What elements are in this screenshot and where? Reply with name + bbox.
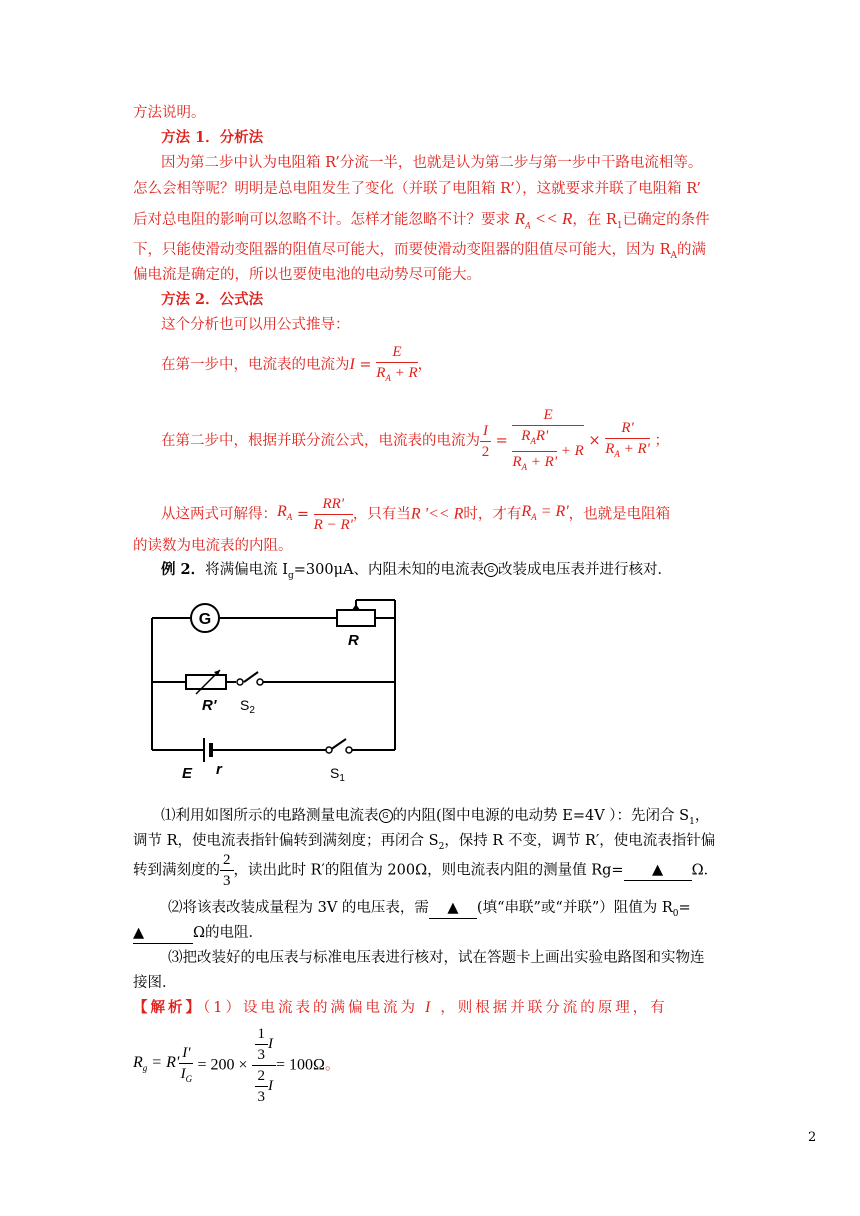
q1-line3: 转到满刻度的 $\frac{2}{3}$ ，读出此时 R′的阻值为 200Ω，则电流表内阻的测量值 Rg= ▲ Ω．: [133, 852, 719, 889]
q1-line1: ⑴利用如图所示的电路测量电流表 G 的内阻(图中电源的电动势 E=4V ）：先闭合 $S_1$，: [161, 808, 710, 827]
resistance-box-icon: [186, 675, 226, 689]
connection-answer-blank[interactable]: ▲: [429, 898, 477, 919]
method1-line4: 下，只能使滑动变阻器的阻值尽可能大，而要使滑动变阻器的阻值尽可能大，因为 $R_A$的满: [133, 242, 707, 261]
method2-intro: 这个分析也可以用公式推导：: [161, 317, 350, 333]
solve-line: 从这两式可解得：$R_A$ = $\frac{RR'}{R - R'}$ ，只有当R '<< R时，才有$R_A = R'$，也就是电阻箱: [161, 496, 671, 533]
solve-line2: 的读数为电流表的内阻。: [133, 538, 293, 554]
switch-s2-icon: [237, 679, 243, 685]
rg-answer-blank[interactable]: ▲: [624, 860, 692, 881]
svg-text:S1: $S_1$: [330, 765, 345, 784]
method1-line1: 因为第二步中认为电阻箱 R’分流一半，也就是认为第二步与第一步中干路电流相等。: [161, 155, 703, 171]
ammeter-g-icon: G: [484, 563, 498, 577]
method2-heading: 方法 2．公式法: [161, 291, 264, 308]
svg-text:G: G: [198, 611, 212, 628]
example-line: 例 2．将满偏电流 $I_g=300\mu A$、内阻未知的电流表 G 改装成电压表并进行核对．: [161, 561, 672, 581]
ammeter-g-icon: G: [379, 809, 393, 823]
svg-text:E: E: [182, 765, 193, 782]
svg-text:R': R': [202, 697, 217, 714]
condition-formula: $R_A << R$: [514, 209, 573, 231]
step2-fraction: E $\frac{R_AR'}{R_A + R'}$ + R: [512, 407, 584, 472]
step1-line: 在第一步中，电流表的电流为I = $\frac{E}{R_A + R}$ ，: [161, 342, 432, 388]
method1-line5: 偏电流是确定的，所以也要使电池的电动势尽可能大。: [133, 267, 481, 283]
circuit-diagram: [140, 594, 410, 784]
q2-line2: ▲ Ω的电阻．: [133, 923, 263, 944]
step2-line: 在第二步中，根据并联分流公式，电流表的电流为 $\frac{I}{2}$ = E $\frac{R_AR'}{R_A + R'}$ + R × $\frac{R'}{R_A + R'}$ ；: [161, 405, 669, 485]
analysis-line: 【解析】（1）设电流表的满偏电流为 I ，则根据并联分流的原理，有: [133, 999, 668, 1016]
q2-line1: ⑵将该表改装成量程为 3V 的电压表，需 ▲ (填“串联”或“并联”）阻值为 $R_0=$: [168, 900, 691, 919]
q1-line2: 调节 R，使电流表指针偏转到满刻度；再闭合 $S_2$，保持 R 不变，调节 R′，使电流表指针偏: [133, 833, 716, 852]
method1-line2: 怎么会相等呢？明明是总电阻发生了变化（并联了电阻箱 R’），这就要求并联了电阻箱 R’: [133, 181, 701, 197]
svg-text:r: r: [216, 761, 222, 778]
q3-line2: 接图．: [133, 975, 177, 991]
switch-s1-icon: [326, 747, 332, 753]
method1-line3: 后对总电阻的影响可以忽略不计。怎样才能忽略不计？要求 $R_A << R$，在 $R_1$已确定的条件: [133, 209, 710, 231]
q3-line1: ⑶把改装好的电压表与标准电压表进行核对，试在答题卡上画出实验电路图和实物连: [168, 950, 705, 966]
method1-heading: 方法 1．分析法: [161, 129, 264, 146]
analysis-formula: $R_g = R'$ $\frac{I'}{I_G}$ = 200 × $\frac{1}{3}$ I $\frac{2}{3}$ I = 100Ω。: [133, 1026, 340, 1105]
svg-text:R: R: [348, 632, 359, 649]
step1-fraction: $\frac{E}{R_A + R}$: [376, 344, 418, 383]
page-number: 2: [808, 1130, 817, 1145]
r0-answer-blank[interactable]: ▲: [133, 923, 193, 944]
method-note: 方法说明。: [133, 105, 206, 121]
svg-text:S2: $S_2$: [240, 697, 255, 716]
rheostat-icon: [337, 610, 375, 626]
